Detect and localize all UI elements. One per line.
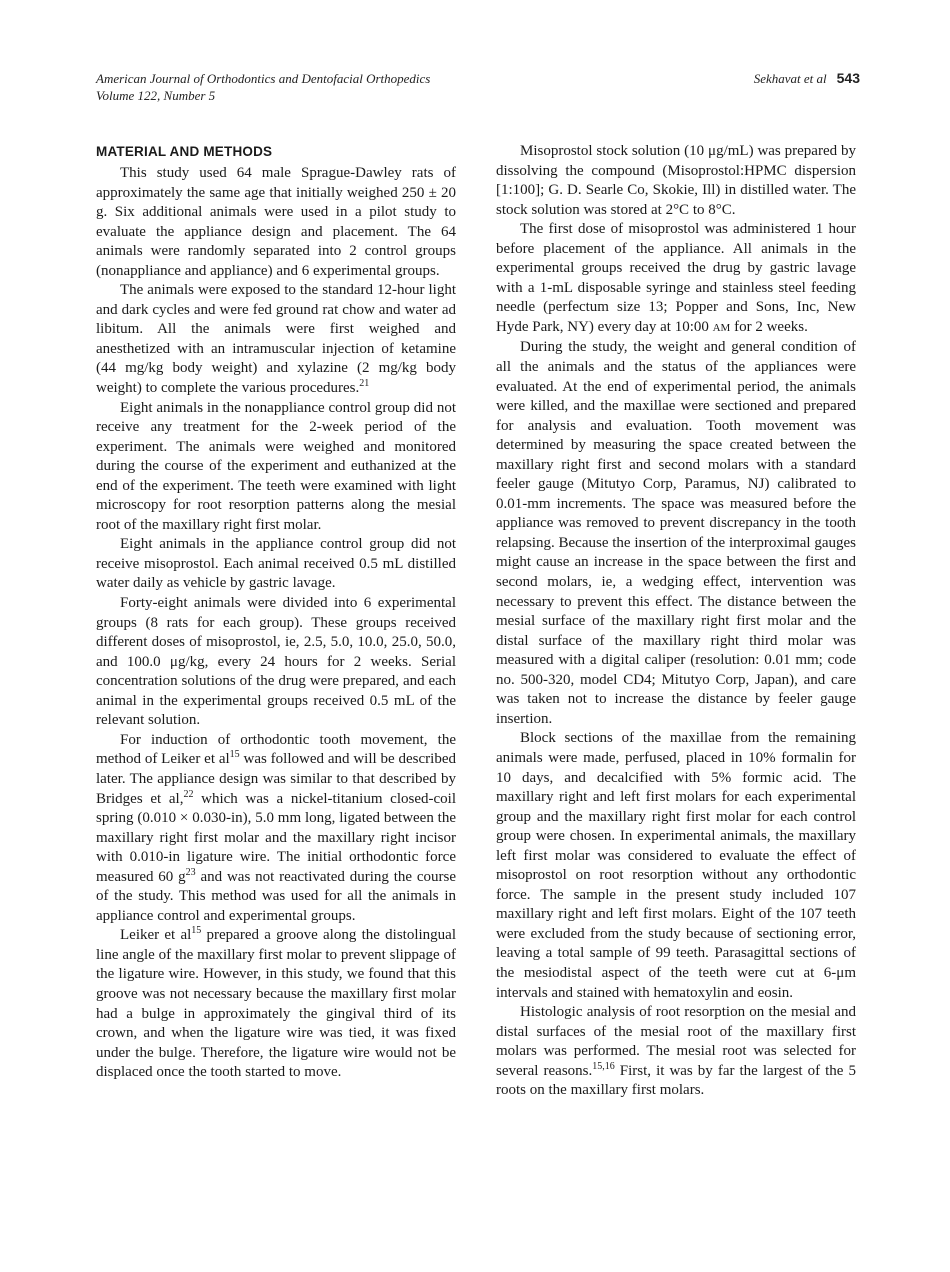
paragraph-text: Eight animals in the appliance control group did not receive misoprostol. Each animal received 0.5 mL distilled water daily as vehicle by gastric lavage. <box>96 536 456 592</box>
paragraph <box>96 399 456 536</box>
citation-superscript: 22 <box>183 788 194 800</box>
paragraph-text: Eight animals in the nonappliance control group did not receive any treatment for the 2-week period of the experiment. The animals were weighed and monitored during the course of the experiment and euthanized at the end of the experiment. The teeth were examined with light microscopy for root resorption patterns along the mesial root of the maxillary right first molar. <box>96 399 456 533</box>
paragraph <box>496 1003 856 1101</box>
paragraph-text: For induction of orthodontic tooth movement, the method of Leiker et al <box>96 731 456 768</box>
paragraph <box>96 281 456 398</box>
paragraph-text: which was a nickel-titanium closed-coil spring (0.010 × 0.030-in), 5.0 mm long, ligated between the maxillary right first molar and the maxillary right incisor with 0.010-in ligature wire. The initial orthodontic force measured 60 g <box>96 790 456 885</box>
citation-superscript: 15,16 <box>592 1060 615 1072</box>
paragraph <box>96 164 456 281</box>
journal-info <box>96 70 430 104</box>
paragraph-text: First, it was by far the largest of the 5 roots on the maxillary first molars. <box>496 1062 856 1099</box>
citation-superscript: 23 <box>185 866 196 878</box>
paragraph-text: This study used 64 male Sprague-Dawley rats of approximately the same age that initially weighed 250 ± 20 g. Six additional animals were used in a pilot study to evaluate the appliance design and placement. The 64 animals were randomly separated into 2 control groups (nonappliance and appliance) and 6 experimental groups. <box>96 165 456 279</box>
paragraph <box>96 594 456 731</box>
paragraph-text: The animals were exposed to the standard 12-hour light and dark cycles and were fed ground rat chow and water ad libitum. All the animals were first weighed and anesthetized with an intramuscular injection of ketamine (44 mg/kg body weight) and xylazine (2 mg/kg body weight) to complete the various procedures. <box>96 282 456 397</box>
paragraph-text: The first dose of misoprostol was administered 1 hour before placement of the appliance. All animals in the experimental groups received the drug by gastric lavage with a 1-mL disposable syringe and stainless steel feeding needle (perfectum size 13; Popper and Sons, Inc, New Hyde Park, NY) every day at 10:00 <box>496 221 856 335</box>
paragraph-text: Misoprostol stock solution (10 μg/mL) was prepared by dissolving the compound (Misoprostol:HPMC dispersion [1:100]; G. D. Searle Co, Skokie, Ill) in distilled water. The stock solution was stored at 2°C to 8°C. <box>496 143 856 218</box>
citation-superscript: 15 <box>191 925 202 937</box>
journal-volume: Volume 122, Number 5 <box>96 88 216 103</box>
section-heading: MATERIAL AND METHODS <box>96 144 273 159</box>
time-suffix: AM <box>712 321 731 334</box>
page-number: 543 <box>836 70 860 86</box>
citation-superscript: 15 <box>229 749 240 761</box>
paragraph-text: Histologic analysis of root resorption on the mesial and distal surfaces of the mesial root of the maxillary first molars was performed. The mesial root was selected for several reasons. <box>496 1004 856 1079</box>
paragraph <box>496 220 856 338</box>
paragraph-text: was followed and will be described later. The appliance design was similar to that described by Bridges et al, <box>96 751 456 807</box>
left-column <box>96 142 456 1083</box>
citation-superscript: 21 <box>359 378 370 390</box>
paragraph-text: prepared a groove along the distolingual line angle of the maxillary first molar to prevent slippage of the ligature wire. However, in this study, we found that this groove was not necessary because the maxillary first molar had a bulge in approximately the gingival third of its crown, and when the ligature wire was tied, it was fixed under the bulge. Therefore, the ligature wire would not be displaced once the tooth started to move. <box>96 927 456 1081</box>
running-authors: Sekhavat et al <box>753 71 827 86</box>
right-column <box>496 142 856 1101</box>
paragraph <box>496 142 856 220</box>
paragraph-text: Block sections of the maxillae from the remaining animals were made, perfused, placed in 10% formalin for 10 days, and decalcified with 5% formic acid. The maxillary right and left first molars for each experimental group and the maxillary right first molar for each control group were chosen. In experimental animals, the maxillary left first molar was considered to evaluate the effect of misoprostol on root resorption without any orthodontic force. The sample in the present study included 107 maxillary right and left first molars. Eight of the 107 teeth were excluded from the study because of sectioning error, leaving a total sample of 99 teeth. Parasagittal sections of the mesiodistal aspect of the teeth were cut at 6-μm intervals and stained with hematoxylin and eosin. <box>496 730 856 1001</box>
page-info <box>754 70 860 87</box>
paragraph-text: During the study, the weight and general condition of all the animals and the status of the appliances were evaluated. At the end of experimental period, the animals were killed, and the maxillae were sectioned and prepared for analysis and evaluation. Tooth movement was determined by measuring the space created between the maxillary right first and second molars with a standard feeler gauge (Mitutyo Corp, Paramus, NJ) calibrated to 0.01-mm increments. The space was measured before the appliance was removed to prevent discrepancy in the tooth relapsing. Because the insertion of the interproximal gauges might cause an increase in the space between the first and second molars, ie, a wedging effect, intervention was necessary to prevent this effect. The distance between the mesial surface of the maxillary right first molar and the distal surface of the maxillary right third molar was measured with a digital caliper (resolution: 0.01 mm; code no. 500-320, model CD4; Mitutyo Corp, Japan), and care was taken not to increase the distance by feeler gauge insertion. <box>496 339 856 727</box>
paragraph <box>96 535 456 594</box>
paragraph-text: Leiker et al <box>120 927 192 944</box>
paragraph <box>96 731 456 926</box>
paragraph <box>496 338 856 729</box>
paragraph-text: Forty-eight animals were divided into 6 experimental groups (8 rats for each group). These groups received different doses of misoprostol, ie, 2.5, 5.0, 10.0, 25.0, 50.0, and 100.0 μg/kg, every 24 hours for 2 weeks. Serial concentration solutions of the drug were prepared, and each animal in the experimental groups received 0.5 mL of the relevant solution. <box>96 595 456 729</box>
paragraph <box>96 926 456 1082</box>
paragraph-text: for 2 weeks. <box>730 318 808 335</box>
paragraph-text: and was not reactivated during the course of the study. This method was used for all the animals in appliance control and experimental groups. <box>96 868 457 924</box>
journal-title: American Journal of Orthodontics and Dentofacial Orthopedics <box>96 71 431 86</box>
paragraph <box>496 729 856 1003</box>
